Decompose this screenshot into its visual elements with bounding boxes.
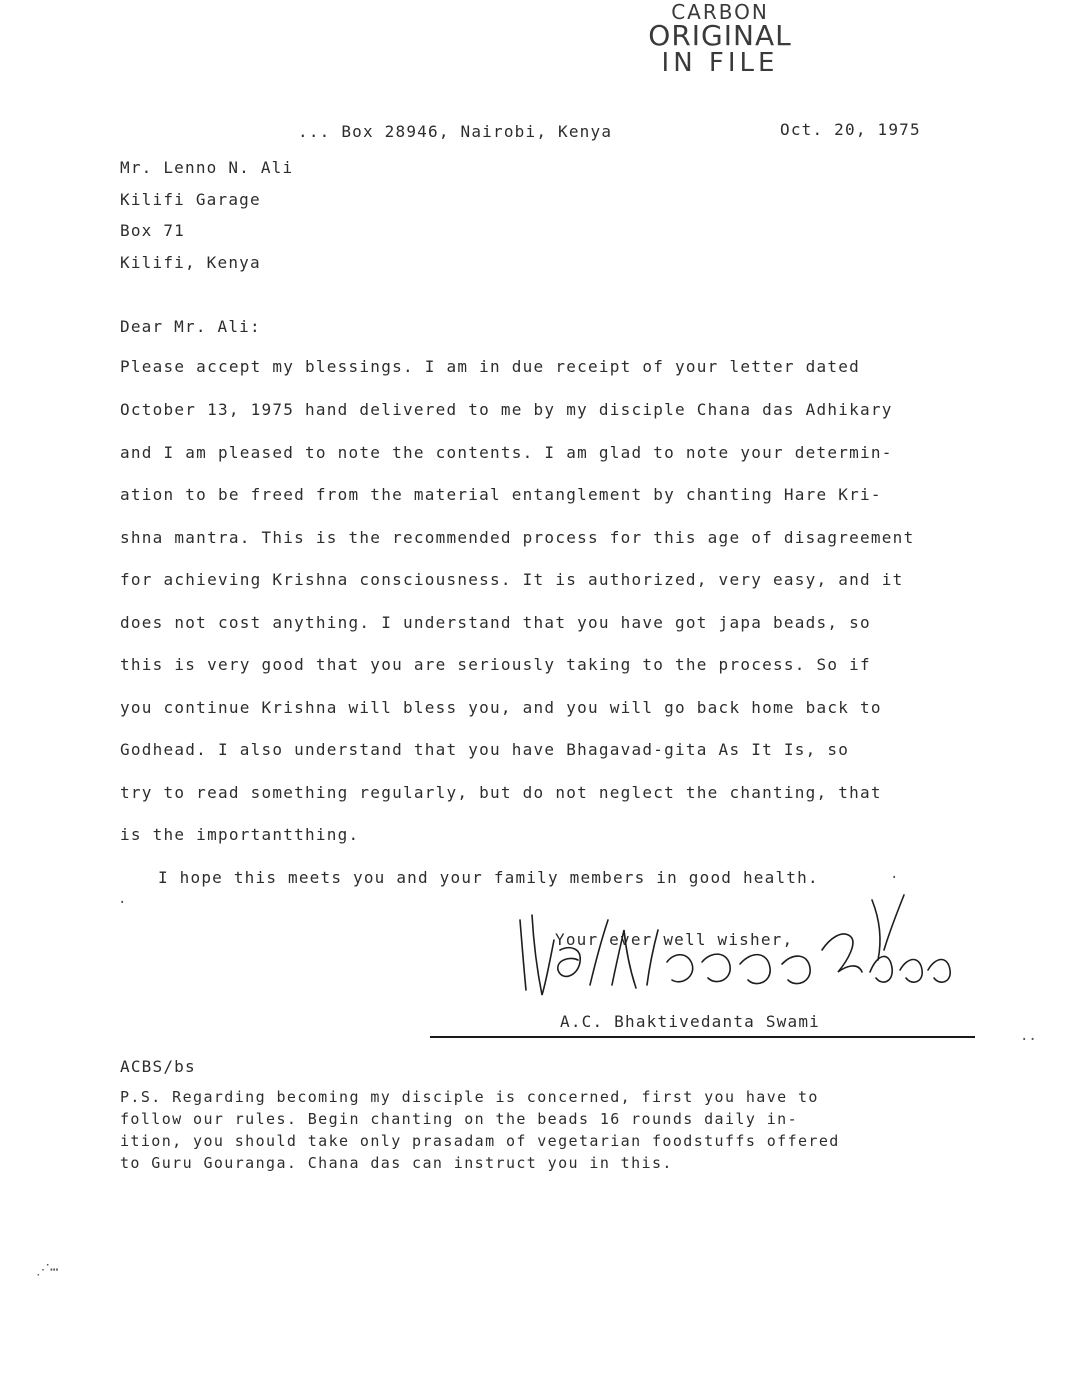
body-line: this is very good that you are seriously taking to the process. So if xyxy=(120,655,871,674)
stamp-line-3: IN FILE xyxy=(661,48,779,78)
postscript-line: ition, you should take only prasadam of vegetarian foodstuffs offered xyxy=(120,1132,840,1150)
scan-speck: ·· xyxy=(1020,1032,1037,1048)
carbon-original-stamp xyxy=(640,2,800,76)
body-line: you continue Krishna will bless you, and you will go back home back to xyxy=(120,698,882,717)
body-line: for achieving Krishna consciousness. It is authorized, very easy, and it xyxy=(120,570,904,589)
salutation: Dear Mr. Ali: xyxy=(120,317,261,336)
body-line: and I am pleased to note the contents. I am glad to note your determin- xyxy=(120,443,893,462)
body-line: does not cost anything. I understand that you have got japa beads, so xyxy=(120,613,871,632)
recipient-company: Kilifi Garage xyxy=(120,190,261,209)
body-line: Please accept my blessings. I am in due receipt of your letter dated xyxy=(120,357,861,376)
body-line: ation to be freed from the material entanglement by chanting Hare Kri- xyxy=(120,485,882,504)
stamp-line-1: CARBON xyxy=(671,0,769,24)
scan-speck: · xyxy=(118,895,127,911)
postscript-line: to Guru Gouranga. Chana das can instruct you in this. xyxy=(120,1154,673,1172)
recipient-city: Kilifi, Kenya xyxy=(120,253,261,272)
closing-paragraph: I hope this meets you and your family members in good health. xyxy=(158,868,819,887)
typed-signature-name: A.C. Bhaktivedanta Swami xyxy=(560,1012,820,1031)
complimentary-close: Your ever well wisher, xyxy=(555,930,794,949)
recipient-name: Mr. Lenno N. Ali xyxy=(120,158,294,177)
postscript-line: P.S. Regarding becoming my disciple is concerned, first you have to xyxy=(120,1088,819,1106)
handwritten-signature xyxy=(512,890,972,1015)
letter-date: Oct. 20, 1975 xyxy=(780,120,921,139)
recipient-box: Box 71 xyxy=(120,221,185,240)
body-line: Godhead. I also understand that you have Bhagavad-gita As It Is, so xyxy=(120,740,850,759)
typist-initials: ACBS/bs xyxy=(120,1057,196,1076)
body-line: shna mantra. This is the recommended process for this age of disagreement xyxy=(120,528,915,547)
scan-speck: ⋰⋯ xyxy=(36,1262,59,1278)
postscript-line: follow our rules. Begin chanting on the beads 16 rounds daily in- xyxy=(120,1110,798,1128)
scan-speck: · xyxy=(890,870,899,886)
body-line: October 13, 1975 hand delivered to me by my disciple Chana das Adhikary xyxy=(120,400,893,419)
signature-rule xyxy=(430,1036,975,1038)
body-line: try to read something regularly, but do not neglect the chanting, that xyxy=(120,783,882,802)
body-line: is the importantthing. xyxy=(120,825,360,844)
sender-address: ... Box 28946, Nairobi, Kenya xyxy=(298,122,613,141)
stamp-line-2: ORIGINAL xyxy=(648,19,792,52)
